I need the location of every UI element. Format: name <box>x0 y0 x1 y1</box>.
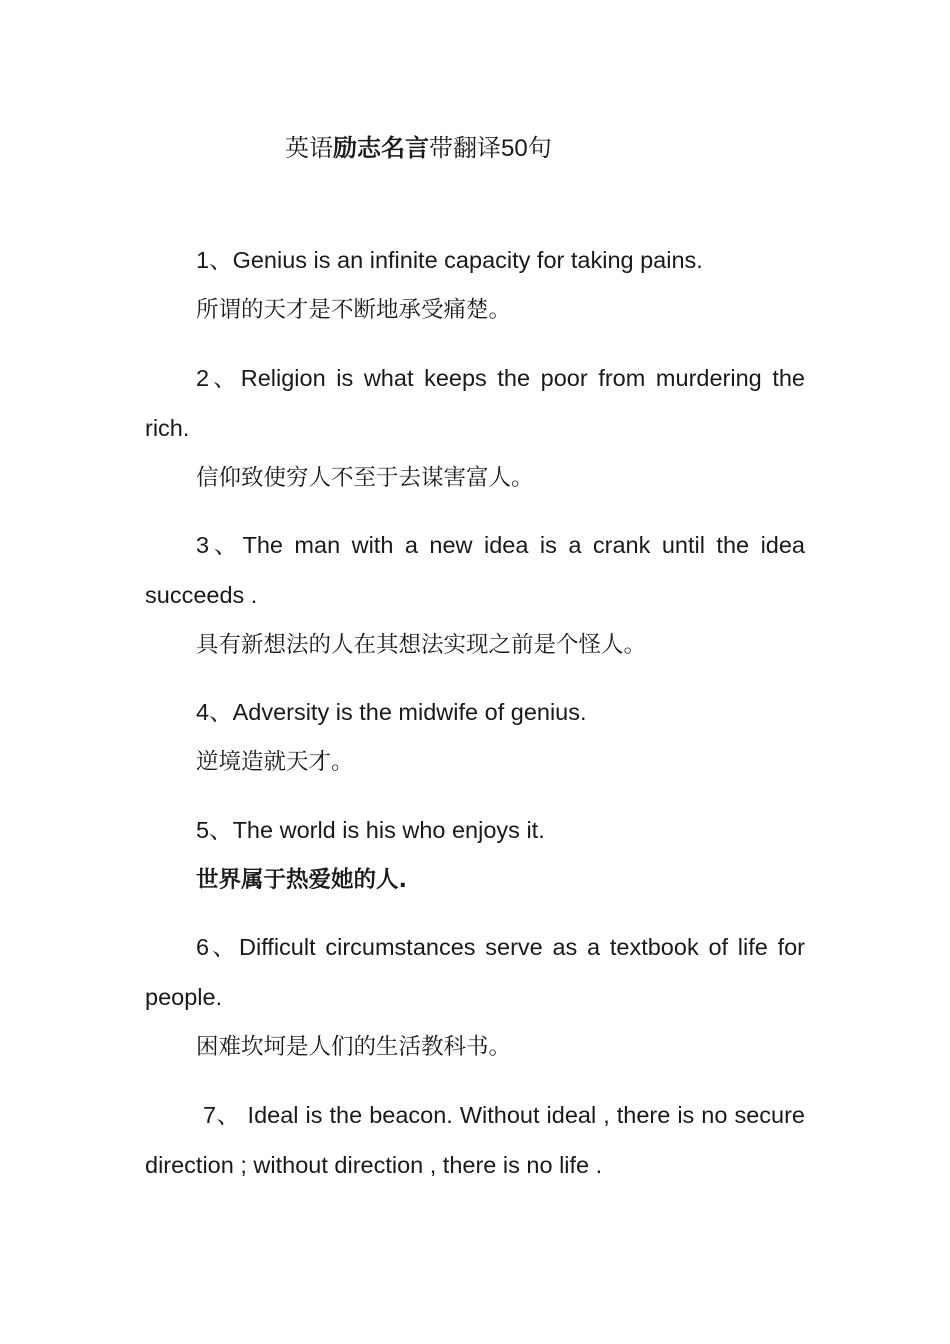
quote-chinese: 信仰致使穷人不至于去谋害富人。 <box>196 465 534 491</box>
quote-item-1 <box>145 235 805 335</box>
quote-english: 7、 Ideal is the beacon. Without ideal , there is no secure direction ; without direction , there is no life . <box>145 1102 805 1178</box>
quote-item-6 <box>145 922 805 1072</box>
quote-english: 6、Difficult circumstances serve as a textbook of life for people. <box>145 934 805 1010</box>
quote-english: 3、The man with a new idea is a crank until the idea succeeds . <box>145 532 805 608</box>
title-part-5: 句 <box>527 134 552 162</box>
quote-item-3 <box>145 520 805 670</box>
quote-item-4 <box>145 687 805 787</box>
title-part-2: 励志名言 <box>333 133 429 162</box>
quote-english: 2、Religion is what keeps the poor from murdering the rich. <box>145 365 805 441</box>
quote-item-5 <box>145 805 805 905</box>
quote-chinese: 所谓的天才是不断地承受痛楚。 <box>196 297 512 323</box>
quote-item-7 <box>145 1090 805 1190</box>
quote-chinese: 逆境造就天才。 <box>196 749 354 775</box>
title-part-4: 50 <box>501 135 528 162</box>
quote-chinese: 具有新想法的人在其想法实现之前是个怪人。 <box>196 632 647 658</box>
quote-item-2 <box>145 353 805 503</box>
title-part-3: 带翻译 <box>429 134 501 162</box>
page-title <box>285 130 552 167</box>
quote-chinese: 困难坎坷是人们的生活教科书。 <box>196 1034 512 1060</box>
quote-english: 4、Adversity is the midwife of genius. <box>196 699 587 725</box>
quote-chinese: 世界属于热爱她的人. <box>196 867 408 893</box>
quote-english: 5、The world is his who enjoys it. <box>196 817 545 843</box>
quote-english: 1、Genius is an infinite capacity for taking pains. <box>196 247 703 273</box>
title-part-1: 英语 <box>285 134 333 162</box>
